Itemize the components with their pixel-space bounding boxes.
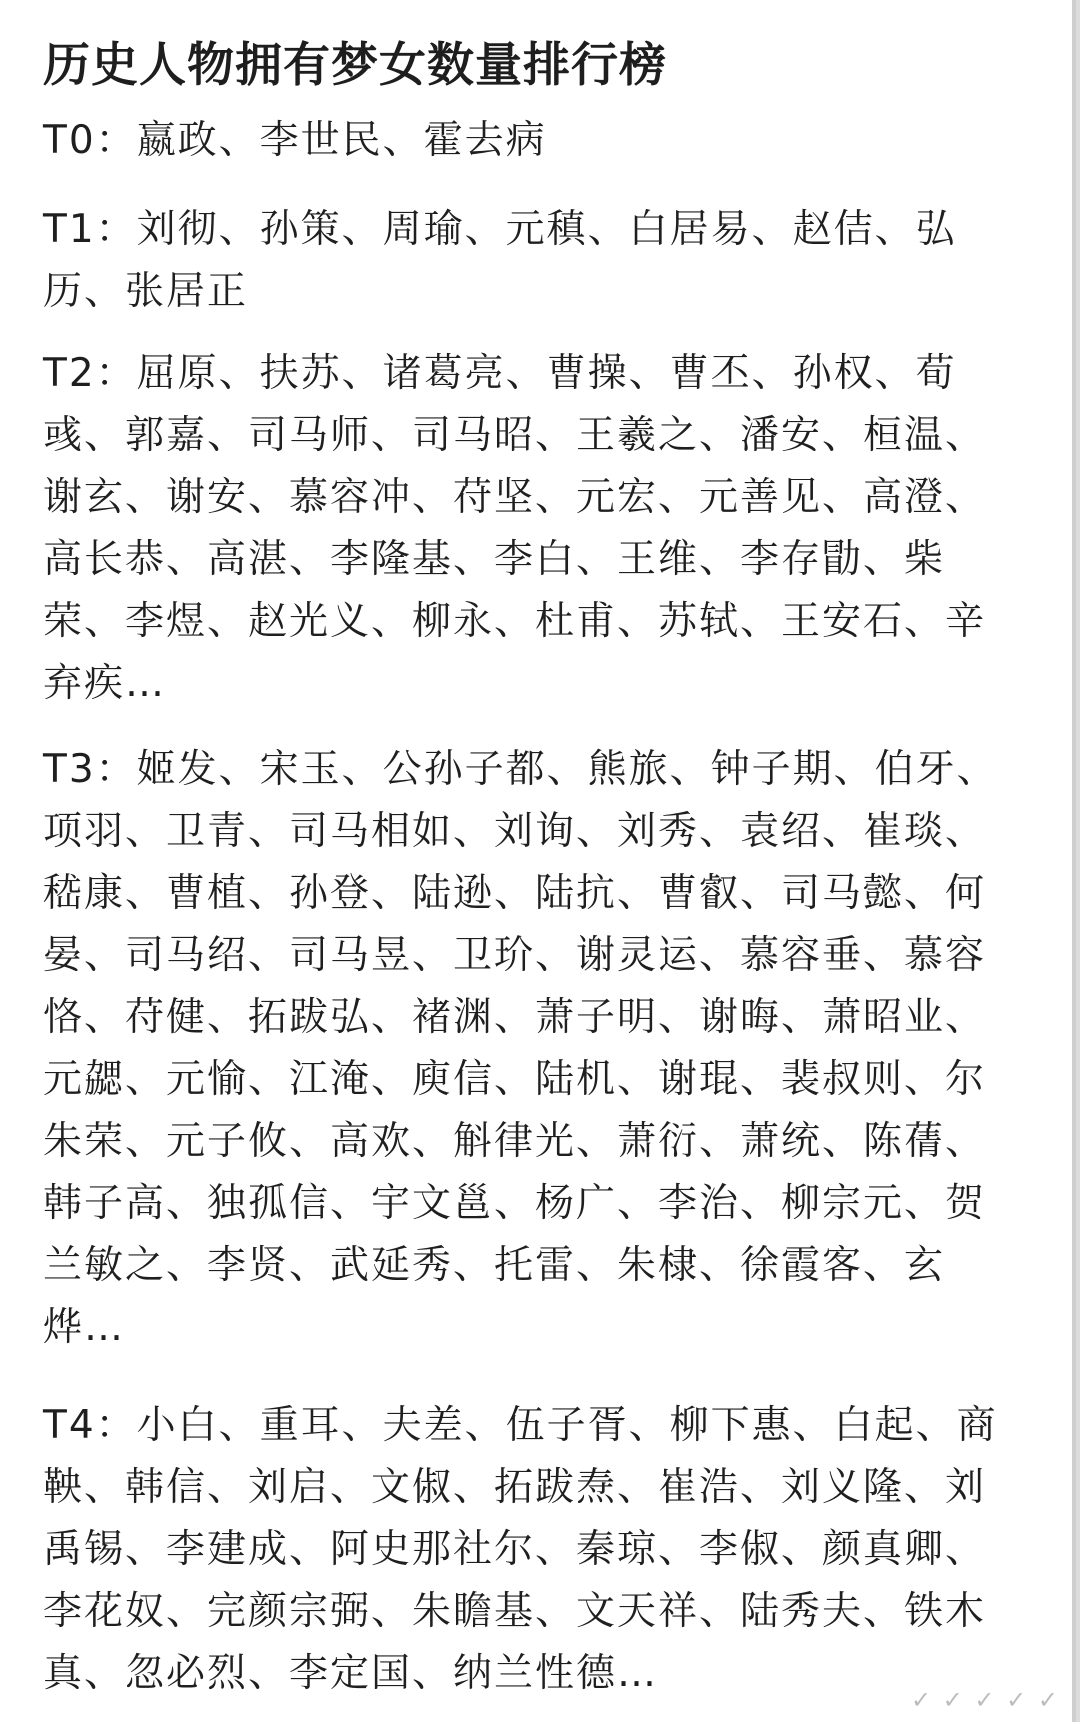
tier-names: 小白、重耳、夫差、伍子胥、柳下惠、白起、商鞅、韩信、刘启、文俶、拓跋焘、崔浩、刘义隆、刘禹锡、李建成、阿史那社尔、秦琼、李俶、颜真卿、李花奴、完颜宗弼、朱瞻基、文天祥、陆秀夫、铁木真、忽必烈、李定国、纳兰性德…: [43, 1403, 998, 1696]
tier-label: T3：: [43, 747, 137, 792]
tier-t1-paragraph: [43, 199, 998, 323]
tier-names: 嬴政、李世民、霍去病: [136, 118, 547, 163]
tier-names: 刘彻、孙策、周瑜、元稹、白居易、赵佶、弘历、张居正: [43, 207, 957, 314]
tier-t0-paragraph: [43, 110, 998, 172]
tier-names: 姬发、宋玉、公孙子都、熊旅、钟子期、伯牙、项羽、卫青、司马相如、刘询、刘秀、袁绍、崔琰、嵇康、曹植、孙登、陆逊、陆抗、曹叡、司马懿、何晏、司马绍、司马昱、卫玠、谢灵运、慕容垂、慕容恪、苻健、拓跋弘、褚渊、萧子明、谢晦、萧昭业、元勰、元愉、江淹、庾信、陆机、谢琨、裴叔则、尔朱荣、元子攸、高欢、斛律光、萧衍、萧统、陈蒨、韩子高、独孤信、宇文邕、杨广、李治、柳宗元、贺兰敏之、李贤、武延秀、托雷、朱棣、徐霞客、玄烨…: [43, 747, 998, 1350]
page-title: 历史人物拥有梦女数量排行榜: [43, 38, 667, 93]
tier-label: T1：: [43, 207, 137, 252]
watermark: ✓ ✓ ✓ ✓ ✓: [910, 1686, 1060, 1714]
tier-label: T4：: [43, 1403, 137, 1448]
tier-label: T0：: [43, 118, 137, 163]
tier-names: 屈原、扶苏、诸葛亮、曹操、曹丕、孙权、荀彧、郭嘉、司马师、司马昭、王羲之、潘安、桓温、谢玄、谢安、慕容冲、苻坚、元宏、元善见、高澄、高长恭、高湛、李隆基、李白、王维、李存勖、柴荣、李煜、赵光义、柳永、杜甫、苏轼、王安石、辛弃疾…: [43, 351, 987, 706]
tier-t2-paragraph: [43, 343, 998, 715]
tier-label: T2：: [43, 351, 137, 396]
tier-t3-paragraph: [43, 739, 998, 1359]
tier-t4-paragraph: [43, 1395, 998, 1705]
